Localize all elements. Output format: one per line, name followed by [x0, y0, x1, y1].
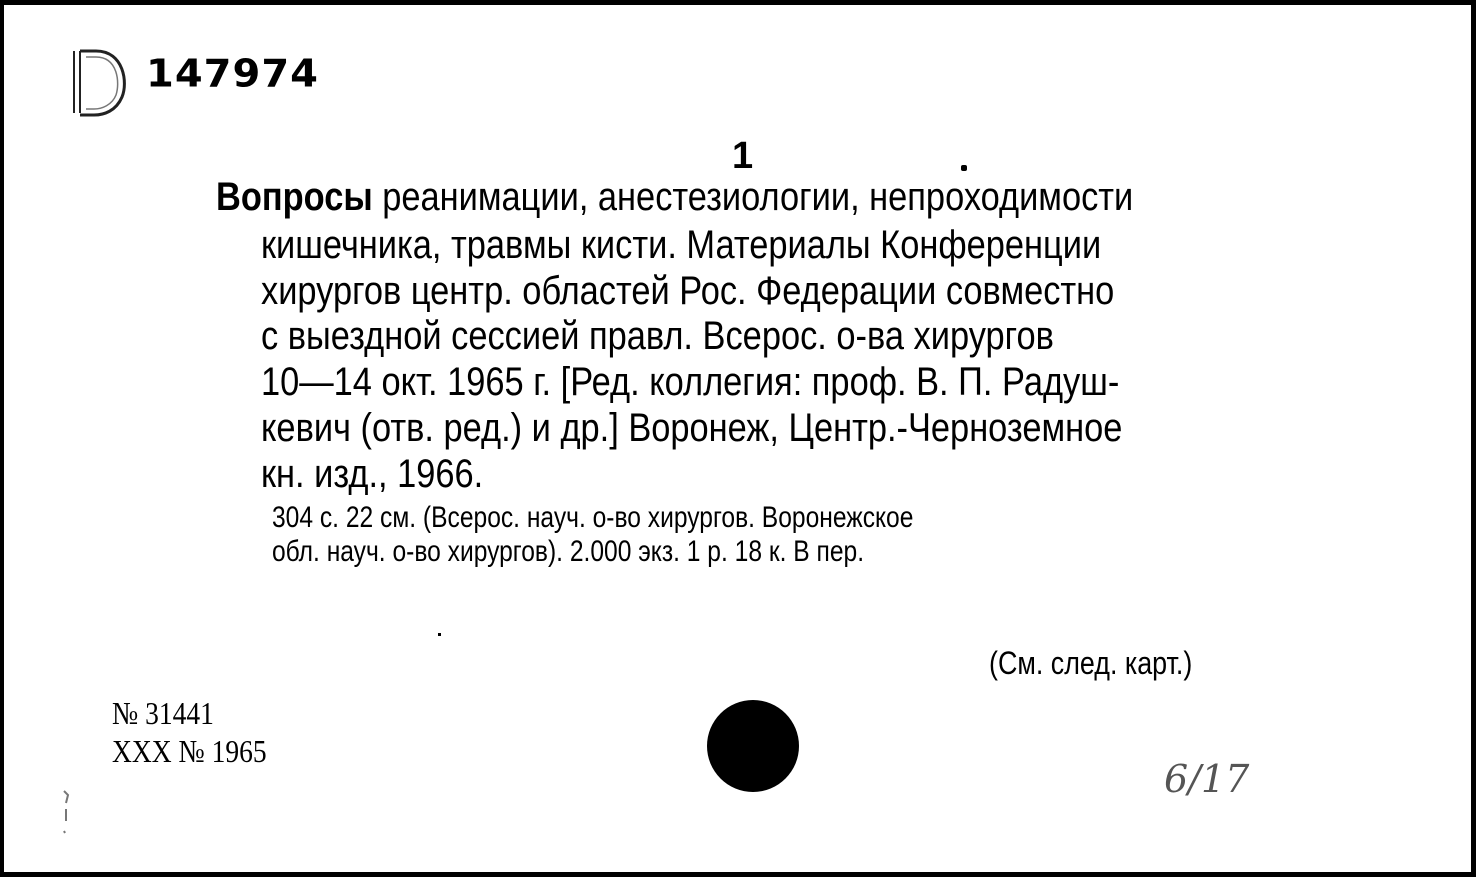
see-next-card-note: (См. след. карт.)	[989, 645, 1193, 681]
punch-hole	[707, 700, 799, 792]
entry-line-7: кн. изд., 1966.	[261, 452, 484, 496]
pencil-note: 6/17	[1164, 757, 1250, 801]
tick-mark	[961, 165, 967, 171]
entry-line-3: хирургов центр. областей Рос. Федерации совместно	[261, 269, 1115, 313]
registration-number: № 31441	[112, 695, 214, 731]
entry-line-4: с выездной сессией правл. Всерос. о-ва хирургов	[261, 314, 1054, 358]
margin-pencil-marks	[56, 787, 76, 842]
ink-dot	[438, 633, 441, 636]
entry-line-1: реанимации, анестезиологии, непроходимости	[382, 175, 1134, 219]
registration-series: XXX № 1965	[112, 733, 267, 769]
entry-line-5: 10—14 окт. 1965 г. [Ред. коллегия: проф. В. П. Радуш-	[261, 360, 1120, 404]
handwritten-inventory-number: 147974	[146, 52, 319, 96]
card-sequence-number: 1	[732, 135, 754, 177]
entry-line-2: кишечника, травмы кисти. Материалы Конференции	[261, 223, 1102, 267]
library-stamp-icon	[66, 43, 136, 128]
collation-line-1: 304 с. 22 см. (Всерос. науч. о-во хирургов. Воронежское	[272, 501, 914, 534]
entry-heading-word: Вопросы	[216, 175, 373, 219]
collation-line-2: обл. науч. о-во хирургов). 2.000 экз. 1 р. 18 к. В пер.	[272, 535, 865, 568]
entry-line-6: кевич (отв. ред.) и др.] Воронеж, Центр.-Черноземное	[261, 406, 1123, 450]
entry-title-line	[216, 175, 1133, 220]
